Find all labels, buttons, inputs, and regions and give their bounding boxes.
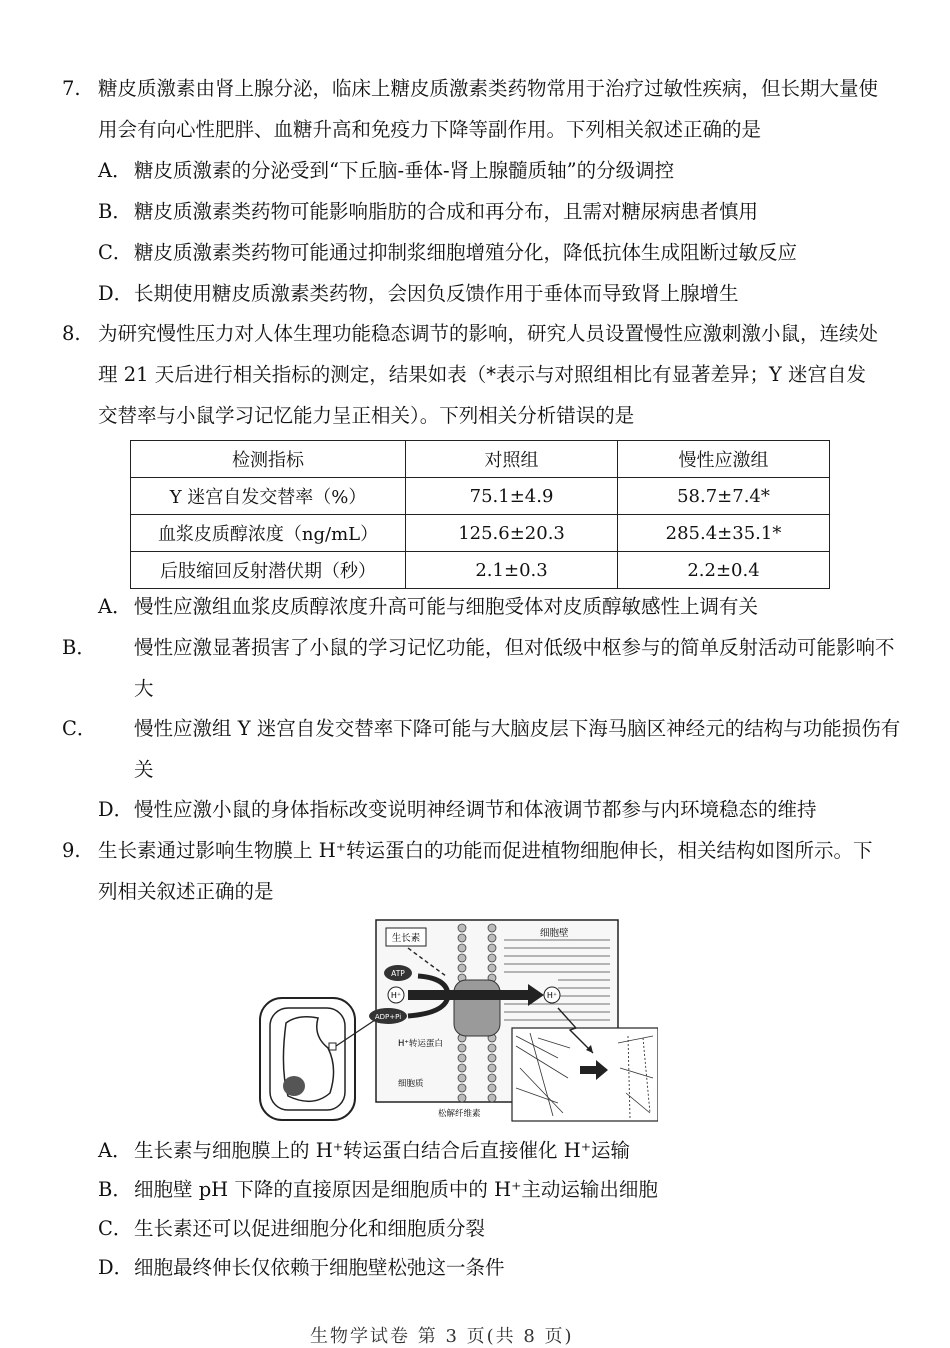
option-text: 长期使用糖皮质激素类药物，会因负反馈作用于垂体而导致肾上腺增生 [134,282,739,305]
question-stem: 生长素通过影响生物膜上 H⁺转运蛋白的功能而促进植物细胞伸长，相关结构如图所示。下列相关叙述正确的是 [98,839,873,903]
table-cell: 285.4±35.1* [617,515,829,552]
option-label: B． [62,636,96,659]
option-a [98,1130,878,1171]
h-ion-inside-label: H⁺ [390,991,402,1000]
cytoplasm-label: 细胞质 [398,1079,424,1089]
question-number: 7. [62,77,81,100]
auxin-label: 生长素 [391,933,421,944]
option-d [98,273,878,314]
option-label: A． [98,1139,132,1162]
h-transport-arrow-shaft [408,990,528,1000]
cellulose-inset [512,1028,658,1121]
h-transporter-protein [454,980,500,1036]
table-cell: 125.6±20.3 [406,515,618,552]
table-row [131,478,830,515]
zoom-marker [329,1043,336,1050]
option-text: 慢性应激显著损害了小鼠的学习记忆功能，但对低级中枢参与的简单反射活动可能影响不大 [134,636,895,700]
table-header: 检测指标 [131,441,406,478]
option-text: 慢性应激小鼠的身体指标改变说明神经调节和体液调节都参与内环境稳态的维持 [134,798,817,821]
table-header: 对照组 [406,441,618,478]
option-a [98,586,878,627]
transporter-label: H⁺转运蛋白 [398,1039,443,1049]
table-cell: 2.2±0.4 [617,552,829,589]
auxin-mechanism-figure [258,918,658,1123]
option-label: D． [98,1256,134,1279]
option-text: 生长素还可以促进细胞分化和细胞质分裂 [134,1217,486,1240]
option-label: A． [98,595,132,618]
option-text: 糖皮质激素类药物可能通过抑制浆细胞增殖分化，降低抗体生成阻断过敏反应 [134,241,798,264]
table-cell: 后肢缩回反射潜伏期（秒） [131,552,406,589]
adp-label: ADP+Pi [374,1013,402,1021]
option-b [98,1169,878,1210]
option-label: B． [98,200,132,223]
table-header: 慢性应激组 [617,441,829,478]
option-label: C． [62,717,97,740]
table-cell: 2.1±0.3 [406,552,618,589]
page-footer: 生物学试卷 第 3 页(共 8 页) [310,1326,574,1347]
question-number: 8. [62,322,81,345]
table-cell: 血浆皮质醇浓度（ng/mL） [131,515,406,552]
option-b [98,191,878,232]
option-text: 糖皮质激素的分泌受到“下丘脑-垂体-肾上腺髓质轴”的分级调控 [134,159,675,182]
question-9 [62,830,882,912]
option-b [62,627,904,709]
option-label: A． [98,159,132,182]
option-label: D． [98,798,134,821]
question-stem: 糖皮质激素由肾上腺分泌，临床上糖皮质激素类药物常用于治疗过敏性疾病，但长期大量使用会有向心性肥胖、血糖升高和免疫力下降等副作用。下列相关叙述正确的是 [98,77,879,141]
question-stem: 为研究慢性压力对人体生理功能稳态调节的影响，研究人员设置慢性应激刺激小鼠，连续处理 21 天后进行相关指标的测定，结果如表（*表示与对照组相比有显著差异；Y 迷宫自发交替率与小鼠学习记忆能力呈正相关）。下列相关分析错误的是 [98,322,879,427]
table-cell: 58.7±7.4* [617,478,829,515]
option-text: 慢性应激组血浆皮质醇浓度升高可能与细胞受体对皮质醇敏感性上调有关 [134,595,759,618]
option-label: C． [98,1217,133,1240]
question-number: 9. [62,839,81,862]
option-text: 糖皮质激素类药物可能影响脂肪的合成和再分布，且需对糖尿病患者慎用 [134,200,759,223]
cell-membrane [270,1008,345,1110]
option-text: 细胞壁 pH 下降的直接原因是细胞质中的 H⁺主动运输出细胞 [134,1178,658,1201]
h-ion-outside-label: H⁺ [546,991,558,1000]
option-d [98,1247,878,1288]
option-text: 慢性应激组 Y 迷宫自发交替率下降可能与大脑皮层下海马脑区神经元的结构与功能损伤有关 [134,717,901,781]
zoom-line [336,1018,378,1046]
option-c [62,708,904,790]
option-label: C． [98,241,133,264]
results-table [130,440,830,589]
option-a [98,150,878,191]
option-c [98,232,878,273]
table-row [131,515,830,552]
cell-wall-label: 细胞壁 [540,928,569,939]
table-cell: Y 迷宫自发交替率（%） [131,478,406,515]
table-cell: 75.1±4.9 [406,478,618,515]
option-text: 生长素与细胞膜上的 H⁺转运蛋白结合后直接催化 H⁺运输 [134,1139,630,1162]
option-label: B． [98,1178,132,1201]
table-row [131,552,830,589]
option-text: 细胞最终伸长仅依赖于细胞壁松弛这一条件 [134,1256,505,1279]
atp-label: ATP [391,969,405,978]
option-label: D． [98,282,134,305]
nucleus [283,1076,305,1096]
question-8 [62,313,882,436]
expansin-label: 松解纤维素 [438,1109,481,1119]
table-header-row [131,441,830,478]
option-c [98,1208,878,1249]
question-7 [62,68,882,150]
option-d [98,789,878,830]
